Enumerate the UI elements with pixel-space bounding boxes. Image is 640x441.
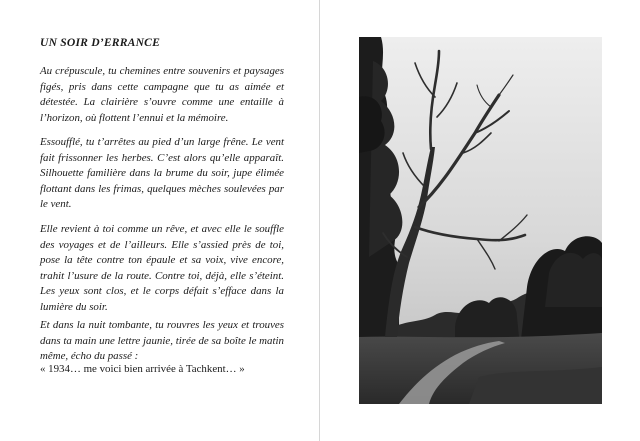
letter-quote: « 1934… me voici bien arrivée à Tachkent… » [40,363,245,375]
bare-tree-photo [359,37,602,404]
photo-illustration [359,37,602,404]
paragraph-2: Essoufflé, tu t’arrêtes au pied d’un large frêne. Le vent fait frissonner les herbes. C’est alors qu’elle apparaît. Silhouette familière dans la brume du soir, jupe élimée flottant dans les frimas, quelques mèches soulevées par le vent. [40,136,284,211]
paragraph-1: Au crépuscule, tu chemines entre souvenirs et paysages figés, pris dans cette campagne que tu as aimée et détestée. La clairière s’ouvre comme une entaille à l’horizon, où flottent l’ennui et la mémoire. [40,65,284,124]
paragraph-4: Et dans la nuit tombante, tu rouvres les yeux et trouves dans ta main une lettre jaunie, tirée de sa boîte le matin même, écho du passé : [40,319,284,363]
paragraph-3: Elle revient à toi comme un rêve, et avec elle le souffle des voyages et de l’ailleurs. Elle s’assied près de toi, pose la tête contre ton épaule et sa voix, vive encore, trahit l’usure de la route. Contre toi, déjà, elle s’éteint. Les yeux sont clos, et le corps défait s’efface dans la lumière du soir. [40,223,284,313]
chapter-title: UN SOIR D’ERRANCE [40,36,161,49]
